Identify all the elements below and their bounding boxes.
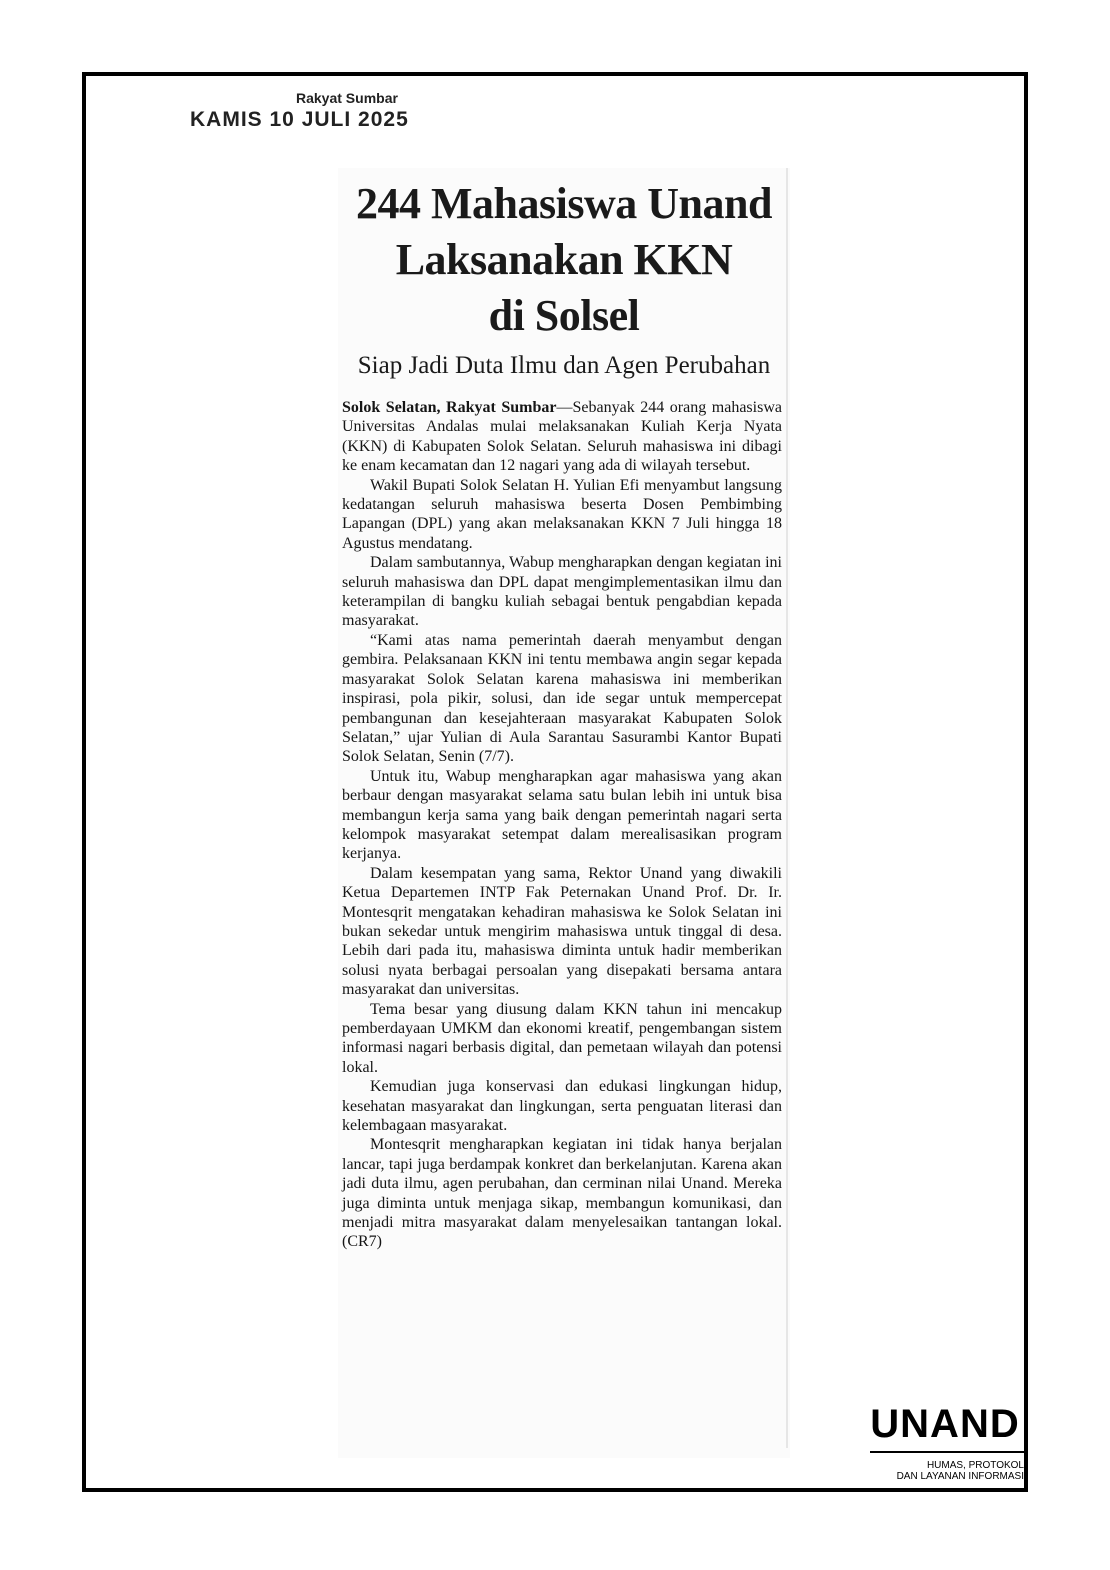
article-paragraph: Untuk itu, Wabup mengharapkan agar mahasiswa yang akan berbaur dengan masyarakat selama satu bulan lebih ini untuk bisa membangun kerja sama yang baik dengan pemerintah nagari serta kelompok masyarakat setempat dalam merealisasikan program kerjanya.	[342, 767, 782, 863]
article-paragraph: Tema besar yang diusung dalam KKN tahun ini mencakup pemberdayaan UMKM dan ekonomi kreatif, pengembangan sistem informasi nagari berbasis digital, dan pemetaan wilayah dan potensi lokal.	[342, 1000, 782, 1076]
logo-subtitle-line: DAN LAYANAN INFORMASI	[896, 1471, 1024, 1482]
article-dateline: Solok Selatan, Rakyat Sumbar	[342, 399, 557, 416]
headline-line: di Solsel	[488, 291, 640, 340]
headline-line: 244 Mahasiswa Unand	[356, 179, 772, 228]
publication-date: KAMIS 10 JULI 2025	[190, 108, 409, 131]
article-paragraph: Dalam kesempatan yang sama, Rektor Unand yang diwakili Ketua Departemen INTP Fak Peternakan Unand Prof. Dr. Ir. Montesqrit mengatakan kehadiran mahasiswa ke Solok Selatan ini bukan sekedar untuk mengirim mahasiswa untuk tinggal di desa. Lebih dari pada itu, mahasiswa diminta untuk hadir memberikan solusi nyata berbagai persoalan yang disepakati bersama antara masyarakat dan universitas.	[342, 864, 782, 999]
logo-subtitle-line: HUMAS, PROTOKOL	[926, 1460, 1024, 1471]
article-paragraph: Wakil Bupati Solok Selatan H. Yulian Efi menyambut langsung kedatangan seluruh mahasiswa beserta Dosen Pembimbing Lapangan (DPL) yang akan melaksanakan KKN 7 Juli hingga 18 Agustus mendatang.	[342, 476, 782, 552]
logo-divider	[870, 1451, 1024, 1453]
headline-line: Laksanakan KKN	[395, 235, 733, 284]
article-headline	[338, 176, 790, 344]
article-paragraph: “Kami atas nama pemerintah daerah menyambut dengan gembira. Pelaksanaan KKN ini tentu membawa angin segar kepada masyarakat Solok Selatan karena mahasiswa ini memberikan inspirasi, pola pikir, solusi, dan ide segar untuk mempercepat pembangunan dan kesejahteraan masyarakat Kabupaten Solok Selatan,” ujar Yulian di Aula Sarantau Sasurambi Kantor Bupati Solok Selatan, Senin (7/7).	[342, 631, 782, 766]
paragraph-text: —Sebanyak 244 orang mahasiswa Universitas Andalas mulai melaksanakan Kuliah Kerja Nyata (KKN) di Kabupaten Solok Selatan. Seluruh mahasiswa ini dibagi ke enam kecamatan dan 12 nagari yang ada di wilayah tersebut.	[342, 399, 782, 475]
newspaper-name: Rakyat Sumbar	[296, 90, 398, 106]
article-subheadline: Siap Jadi Duta Ilmu dan Agen Perubahan	[357, 352, 771, 379]
article-paragraph	[342, 398, 782, 476]
article-paragraph: Kemudian juga konservasi dan edukasi lingkungan hidup, kesehatan masyarakat dan lingkungan, serta penguatan literasi dan kelembagaan masyarakat.	[342, 1078, 782, 1135]
article-paragraph: Montesqrit mengharapkan kegiatan ini tidak hanya berjalan lancar, tapi juga berdampak konkret dan berkelanjutan. Karena akan jadi duta ilmu, agen perubahan, dan cerminan nilai Unand. Mereka juga diminta untuk menjaga sikap, membangun komunikasi, dan menjadi mitra masyarakat dalam menyelesaikan tantangan lokal. (CR7)	[342, 1136, 782, 1251]
article-paragraph: Dalam sambutannya, Wabup mengharapkan dengan kegiatan ini seluruh mahasiswa dan DPL dapat mengimplementasikan ilmu dan keterampilan di bangku kuliah sebagai bentuk pengabdian kepada masyarakat.	[342, 554, 782, 630]
unand-logo-text: UNAND	[870, 1402, 1020, 1446]
article-body	[342, 398, 782, 1252]
logo-subtitle	[856, 1460, 1024, 1482]
